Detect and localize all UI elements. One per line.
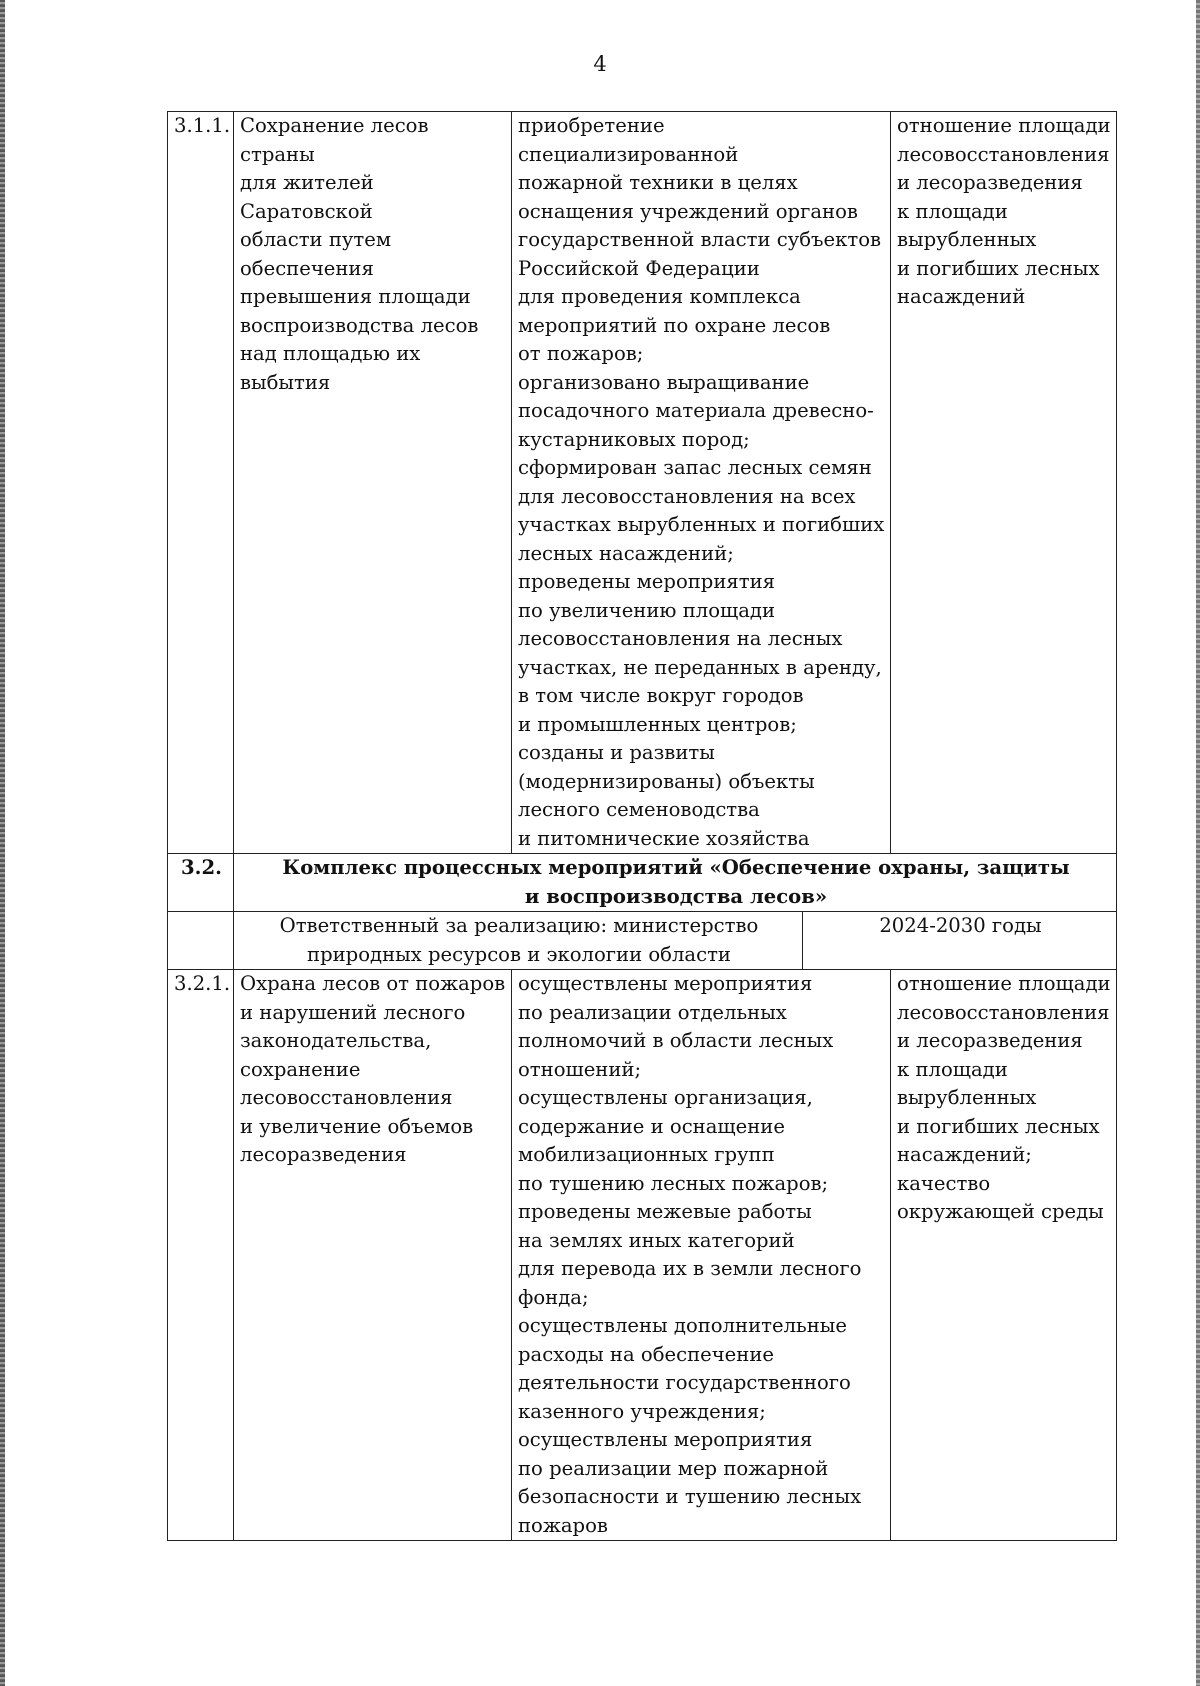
effects-cell: приобретение специализированной пожарной техники в целях оснащения учреждений органов государственной власти субъектов Российской Федерации для проведения комплекса мероприятий по охране лесов от пожаров; организовано выращивание посадочного материала древесно- кустарниковых пород; сформирован запас лесных семян для лесовосстановления на всех участках вырубленных и погибших лесных насаждений; проведены мероприятия по увеличению площади лесовосстановления на лесных участках, не переданных в аренду, в том числе вокруг городов и промышленных центров; созданы и развиты (модернизированы) объекты лесного семеноводства и питомнические хозяйства (512, 112, 891, 854)
empty-number-cell (168, 912, 234, 970)
task-cell: Сохранение лесов страны для жителей Саратовской области путем обеспечения превышения площади воспроизводства лесов над площадью их выбытия (234, 112, 512, 854)
table-row-3-2 (168, 854, 1117, 912)
table-row-3-1-1 (168, 112, 1117, 854)
section-title: Комплекс процессных мероприятий «Обеспечение охраны, защиты и воспроизводства лесов» (234, 854, 1117, 912)
indicator-cell: отношение площади лесовосстановления и лесоразведения к площади вырубленных и погибших лесных насаждений; качество окружающей среды (891, 970, 1117, 1541)
table-row-responsible (168, 912, 1117, 970)
scan-edge-right (1196, 0, 1200, 1686)
scan-edge-left (0, 0, 5, 1686)
section-number: 3.2. (168, 854, 234, 912)
row-number: 3.2.1. (168, 970, 234, 1541)
responsible-cell: Ответственный за реализацию: министерство природных ресурсов и экологии области (234, 912, 803, 970)
period-cell: 2024-2030 годы (803, 912, 1117, 970)
page-number: 4 (593, 52, 607, 76)
table-row-3-2-1 (168, 970, 1117, 1541)
task-cell: Охрана лесов от пожаров и нарушений лесного законодательства, сохранение лесовосстановления и увеличение объемов лесоразведения (234, 970, 512, 1541)
indicator-cell: отношение площади лесовосстановления и лесоразведения к площади вырубленных и погибших лесных насаждений (891, 112, 1117, 854)
measures-table (167, 111, 1117, 1541)
row-number: 3.1.1. (168, 112, 234, 854)
effects-cell: осуществлены мероприятия по реализации отдельных полномочий в области лесных отношений; осуществлены организация, содержание и оснащение мобилизационных групп по тушению лесных пожаров; проведены межевые работы на землях иных категорий для перевода их в земли лесного фонда; осуществлены дополнительные расходы на обеспечение деятельности государственного казенного учреждения; осуществлены мероприятия по реализации мер пожарной безопасности и тушению лесных пожаров (512, 970, 891, 1541)
